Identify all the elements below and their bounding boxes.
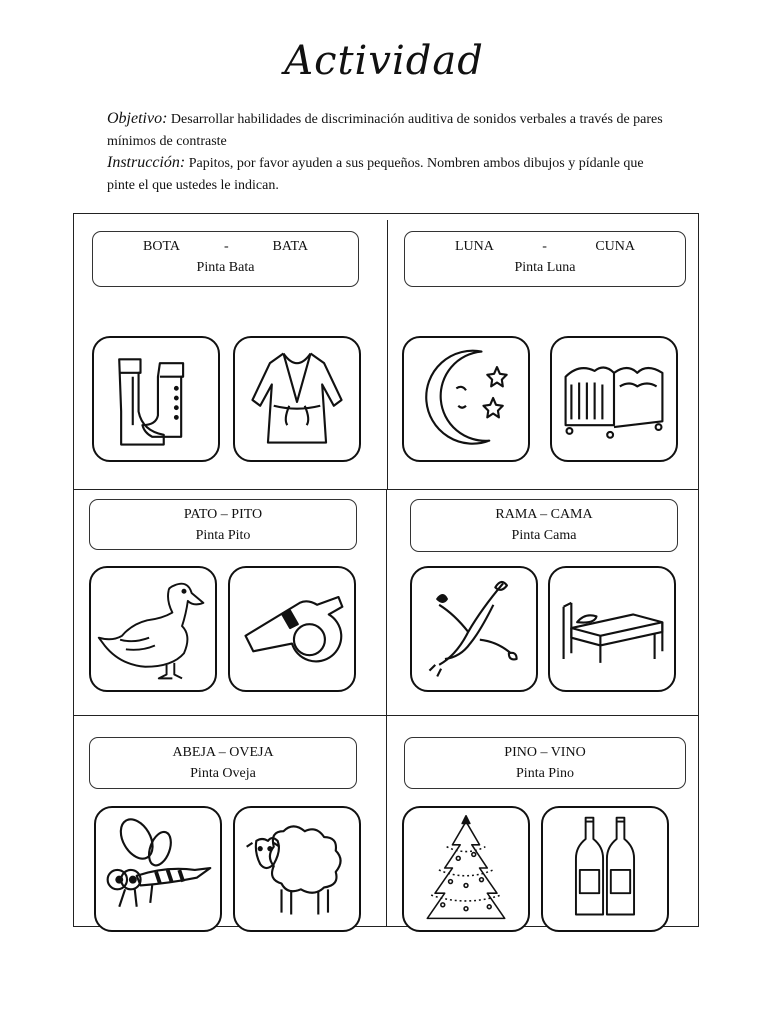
moon-image[interactable] xyxy=(402,336,530,462)
card-instruction: Pinta Bata xyxy=(196,260,255,275)
word-1: BOTA xyxy=(143,239,180,254)
boots-icon xyxy=(94,338,218,460)
card-instruction: Pinta Pito xyxy=(195,528,251,543)
objective-label: Objetivo: xyxy=(107,110,168,127)
card-label-luna-cuna xyxy=(404,231,686,287)
objective-paragraph xyxy=(107,108,667,152)
bee-image[interactable] xyxy=(94,806,222,932)
card-label-rama-cama xyxy=(410,499,678,552)
grid-divider xyxy=(73,489,699,490)
duck-image[interactable] xyxy=(89,566,217,692)
card-pair: PINO – VINO xyxy=(504,745,586,760)
whistle-icon xyxy=(230,568,354,690)
branch-icon xyxy=(412,568,536,690)
branch-image[interactable] xyxy=(410,566,538,692)
crib-image[interactable] xyxy=(550,336,678,462)
word-2: BATA xyxy=(272,239,308,254)
card-label-pato-pito xyxy=(89,499,357,550)
boots-image[interactable] xyxy=(92,336,220,462)
intro-text xyxy=(107,108,667,196)
duck-icon xyxy=(91,568,215,690)
robe-image[interactable] xyxy=(233,336,361,462)
card-label-abeja-oveja xyxy=(89,737,357,789)
word-1: LUNA xyxy=(455,239,494,254)
robe-icon xyxy=(235,338,359,460)
bed-image[interactable] xyxy=(548,566,676,692)
card-pair: PATO – PITO xyxy=(183,507,263,522)
instruction-text: Papitos, por favor ayuden a sus pequeños. Nombren ambos dibujos y pídanle que pinte el que ustedes le indican. xyxy=(107,156,644,193)
card-label-pino-vino xyxy=(404,737,686,789)
bee-icon xyxy=(96,808,220,930)
whistle-image[interactable] xyxy=(228,566,356,692)
card-instruction: Pinta Oveja xyxy=(190,766,256,781)
grid-divider xyxy=(387,220,388,490)
word-separator: - xyxy=(542,239,547,254)
objective-text: Desarrollar habilidades de discriminación auditiva de sonidos verbales a través de pares mínimos de contraste xyxy=(107,112,663,149)
sheep-image[interactable] xyxy=(233,806,361,932)
grid-divider xyxy=(73,715,699,716)
card-label-bota-bata xyxy=(92,231,359,287)
card-instruction: Pinta Pino xyxy=(516,766,574,781)
grid-divider xyxy=(386,490,387,927)
instruction-paragraph xyxy=(107,152,667,196)
crib-icon xyxy=(552,338,676,460)
wine-bottles-icon xyxy=(543,808,667,930)
word-2: CUNA xyxy=(595,239,635,254)
card-pair: ABEJA – OVEJA xyxy=(172,745,274,760)
sheep-icon xyxy=(235,808,359,930)
instruction-label: Instrucción: xyxy=(107,154,186,171)
card-instruction: Pinta Luna xyxy=(514,260,576,275)
bed-icon xyxy=(550,568,674,690)
card-pair: RAMA – CAMA xyxy=(495,507,593,522)
moon-icon xyxy=(404,338,528,460)
wine-bottles-image[interactable] xyxy=(541,806,669,932)
pine-tree-image[interactable] xyxy=(402,806,530,932)
pine-tree-icon xyxy=(404,808,528,930)
page-title: Actividad xyxy=(284,38,484,84)
word-separator: - xyxy=(223,239,229,254)
card-instruction: Pinta Cama xyxy=(511,528,577,543)
